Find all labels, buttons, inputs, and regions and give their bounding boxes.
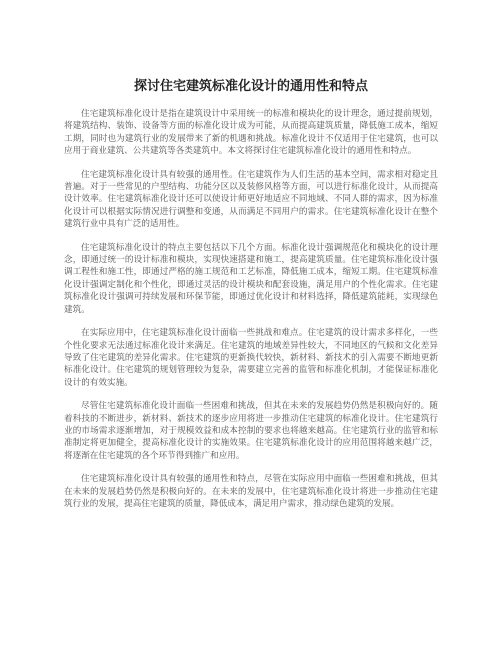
paragraph-4: 在实际应用中，住宅建筑标准化设计面临一些挑战和难点。住宅建筑的设计需求多样化，一些个性化要求无法通过标准化设计来满足。住宅建筑的地域差异性较大，不同地区的气候和文化差异导致了住宅建筑的差异化需求。住宅建筑的更新换代较快，新材料、新技术的引入需要不断地更新标准化设计。住宅建筑的规划管理较为复杂，需要建立完善的监管和标准化机制，才能保证标准化设计的有效实施。	[64, 328, 438, 388]
paragraph-1: 住宅建筑标准化设计是指在建筑设计中采用统一的标准和模块化的设计理念，通过提前规划，将建筑结构、装饰、设备等方面的标准化设计成为可能，从而提高建筑质量，降低施工成本，缩短工期，同时也为建筑行业的发展带来了新的机遇和挑战。标准化设计不仅适用于住宅建筑，也可以应用于商业建筑、公共建筑等各类建筑中。本文将探讨住宅建筑标准化设计的通用性和特点。	[64, 109, 438, 157]
paragraph-5: 尽管住宅建筑标准化设计面临一些困难和挑战，但其在未来的发展趋势仍然是积极向好的。随着科技的不断进步，新材料、新技术的逐步应用将进一步推动住宅建筑的标准化设计。住宅建筑行业的市场需求逐渐增加，对于规模效益和成本控制的要求也将越来越高。住宅建筑行业的监管和标准制定将更加健全，提高标准化设计的实施效果。住宅建筑标准化设计的应用范围将越来越广泛，将逐渐在住宅建筑的各个环节得到推广和应用。	[64, 401, 438, 461]
document-body	[64, 108, 438, 521]
paragraph-2: 住宅建筑标准化设计具有较强的通用性。住宅建筑作为人们生活的基本空间，需求相对稳定且普遍。对于一些常见的户型结构、功能分区以及装修风格等方面，可以进行标准化设计，从而提高设计效率。住宅建筑标准化设计还可以使设计师更好地适应不同地域、不同人群的需求，因为标准化设计可以根据实际情况进行调整和变通，从而满足不同用户的需求。住宅建筑标准化设计在整个建筑行业中具有广泛的适用性。	[64, 169, 438, 230]
document-title: 探讨住宅建筑标准化设计的通用性和特点	[133, 79, 368, 94]
paragraph-6: 住宅建筑标准化设计具有较强的通用性和特点，尽管在实际应用中面临一些困难和挑战，但其在未来的发展趋势仍然是积极向好的。在未来的发展中，住宅建筑标准化设计将进一步推动住宅建筑行业的发展，提高住宅建筑的质量，降低成本，满足用户需求，推动绿色建筑的发展。	[64, 474, 438, 509]
paragraph-3: 住宅建筑标准化设计的特点主要包括以下几个方面。标准化设计强调规范化和模块化的设计理念，即通过统一的设计标准和模块，实现快速搭建和施工，提高建筑质量。住宅建筑标准化设计强调工程性和施工性，即通过严格的施工规范和工艺标准，降低施工成本，缩短工期。住宅建筑标准化设计强调定制化和个性化，即通过灵活的设计模块和配套设施，满足用户的个性化需求。住宅建筑标准化设计强调可持续发展和环保节能，即通过优化设计和材料选择，降低建筑能耗，实现绿色建筑。	[64, 242, 438, 315]
